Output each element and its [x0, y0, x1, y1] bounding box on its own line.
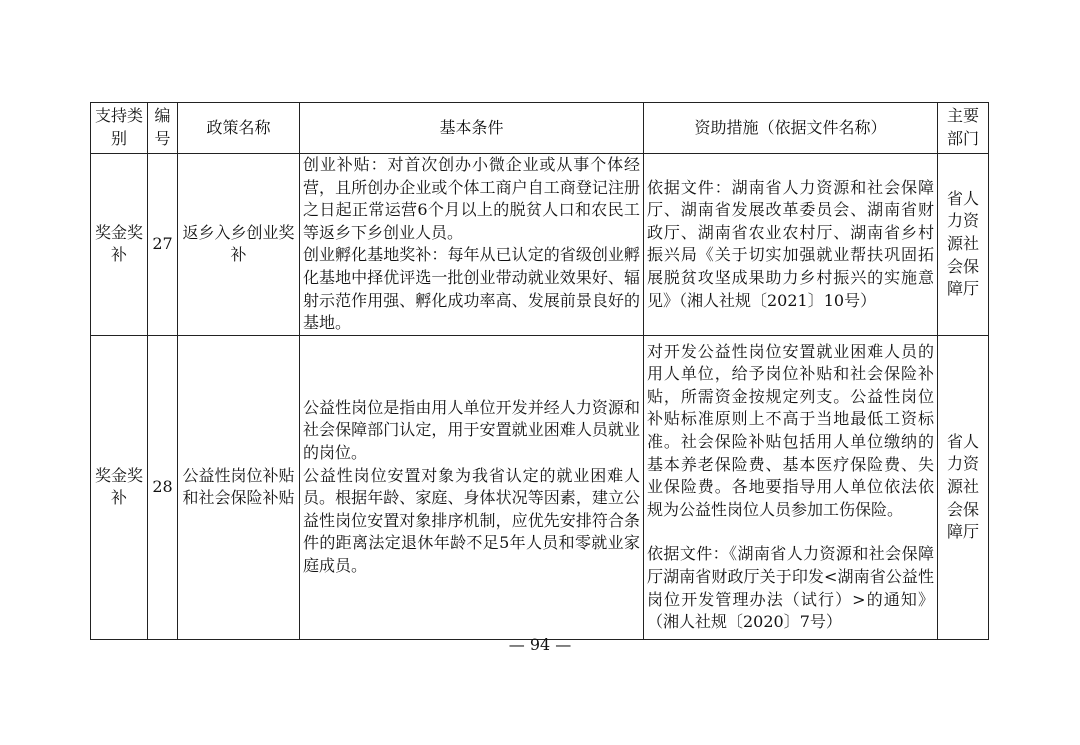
row-measures — [644, 154, 938, 336]
table-row — [91, 154, 989, 336]
policy-table — [90, 102, 989, 640]
header-category: 支持类别 — [91, 103, 148, 154]
row-measures — [644, 335, 938, 639]
header-conditions: 基本条件 — [300, 103, 644, 154]
measure-paragraph: 对开发公益性岗位安置就业困难人员的用人单位，给予岗位补贴和社会保险补贴，所需资金按规定列支。公益性岗位补贴标准原则上不高于当地最低工资标准。社会保险补贴包括用人单位缴纳的基本养老保险费、基本医疗保险费、失业保险费。各地要指导用人单位依法依规为公益性岗位人员参加工伤保险。 — [647, 341, 934, 519]
condition-paragraph: 公益性岗位是指由用人单位开发并经人力资源和社会保障部门认定，用于安置就业困难人员就业的岗位。 — [303, 397, 640, 463]
row-category: 奖金奖补 — [91, 335, 148, 639]
condition-paragraph: 创业补贴：对首次创办小微企业或从事个体经营，且所创办企业或个体工商户自工商登记注册之日起正常运营6个月以上的脱贫人口和农民工等返乡下乡创业人员。 — [303, 155, 640, 242]
row-conditions — [300, 335, 644, 639]
header-measures: 资助措施（依据文件名称） — [644, 103, 938, 154]
measure-paragraph: 依据文件：湖南省人力资源和社会保障厅、湖南省发展改革委员会、湖南省财政厅、湖南省农业农村厅、湖南省乡村振兴局《关于切实加强就业帮扶巩固拓展脱贫攻坚成果助力乡村振兴的实施意见》（湘人社规〔2021〕10号） — [647, 177, 934, 310]
row-department: 省人力资源社会保障厅 — [938, 154, 989, 336]
header-department: 主要部门 — [938, 103, 989, 154]
row-conditions — [300, 154, 644, 336]
condition-paragraph: 公益性岗位安置对象为我省认定的就业困难人员。根据年龄、家庭、身体状况等因素，建立公益性岗位安置对象排序机制，应优先安排符合条件的距离法定退休年龄不足5年人员和零就业家庭成员。 — [303, 465, 640, 576]
header-number: 编号 — [148, 103, 178, 154]
row-number: 27 — [148, 154, 178, 336]
measure-paragraph: 依据文件：《湖南省人力资源和社会保障厅湖南省财政厅关于印发<湖南省公益性岗位开发管理办法（试行）>的通知》（湘人社规〔2020〕7号） — [647, 544, 934, 632]
paragraph-gap — [647, 521, 934, 543]
row-number: 28 — [148, 335, 178, 639]
table-row — [91, 335, 989, 639]
row-category: 奖金奖补 — [91, 154, 148, 336]
condition-paragraph: 创业孵化基地奖补：每年从已认定的省级创业孵化基地中择优评选一批创业带动就业效果好、辐射示范作用强、孵化成功率高、发展前景良好的基地。 — [303, 245, 640, 333]
page-number: — 94 — — [508, 635, 572, 654]
row-department: 省人力资源社会保障厅 — [938, 335, 989, 639]
header-row — [91, 103, 989, 154]
row-policy-name: 公益性岗位补贴和社会保险补贴 — [178, 335, 300, 639]
row-policy-name: 返乡入乡创业奖补 — [178, 154, 300, 336]
header-policy-name: 政策名称 — [178, 103, 300, 154]
